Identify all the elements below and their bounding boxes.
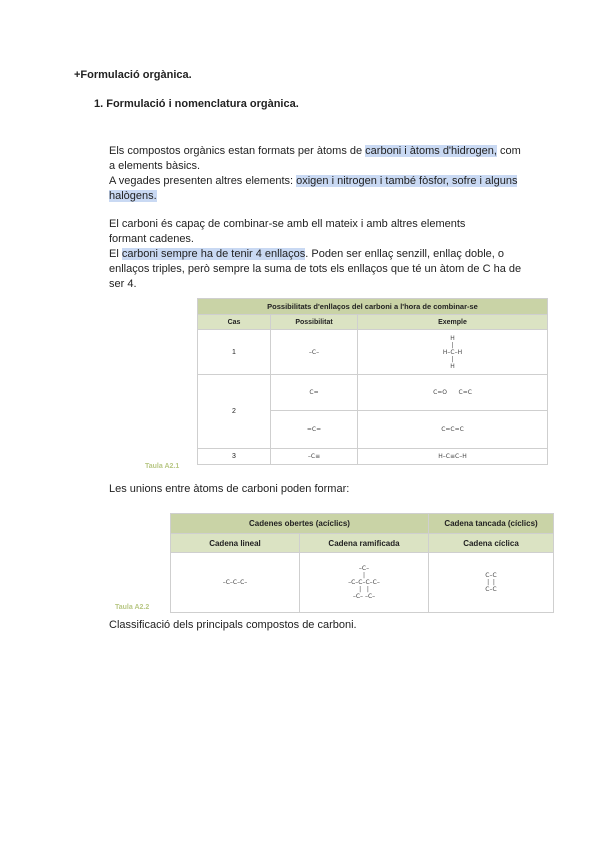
case-2: 2 [198,375,271,449]
possibility-double: C= [271,375,358,411]
possibility-cumulated: =C= [271,411,358,449]
example-double [358,375,548,411]
text-classificacio: Classificació dels principals compostos de carboni. [109,619,357,631]
branched-chain: –C– | –C–C–C–C– | | –C– –C– [300,553,429,613]
title-open-chains: Cadenes obertes (acíclics) [171,514,429,534]
cyclic-chain: C–C | | C–C [429,553,554,613]
title-closed-chain: Cadena tancada (cíclics) [429,514,554,534]
text: enllaços triples, però sempre la suma de tots els enllaços que té un àtom de C ha de [109,263,522,275]
case-1: 1 [198,330,271,375]
paragraph-compostos [109,144,521,204]
header-cyclic: Cadena cíclica [429,534,554,553]
text: Els compostos orgànics estan formats per àtoms de [109,145,366,157]
header-branched: Cadena ramificada [300,534,429,553]
branched-formula: –C–C–C–C– [348,579,380,586]
possibility-triple: –C≡ [271,449,358,465]
header-cas: Cas [198,315,271,330]
highlight: halògens. [109,190,157,202]
example-text: H–C–H [442,348,463,356]
table-title: Possibilitats d'enllaços del carboni a l'hora de combinar-se [198,299,548,315]
example-acetylene: H–C≡C–H [358,449,548,465]
text: com [496,145,521,157]
highlight: carboni i àtoms d'hidrogen, [365,145,497,157]
caption-taula-a22: Taula A2.2 [115,604,150,611]
text: . Poden ser enllaç senzill, enllaç doble, o [305,248,505,260]
possibility-single: –C– [271,330,358,375]
header-possibilitat: Possibilitat [271,315,358,330]
linear-chain: –C–C–C– [171,553,300,613]
heading-formulacio: +Formulació orgànica. [74,69,192,81]
cyclic-formula: C–C [485,572,497,579]
example-co: C=O [433,389,448,396]
text: A vegades presenten altres elements: [109,175,297,187]
caption-taula-a21: Taula A2.1 [145,463,180,470]
highlight: oxigen i nitrogen i també fòsfor, sofre i alguns [296,175,518,187]
header-linear: Cadena lineal [171,534,300,553]
case-3: 3 [198,449,271,465]
table-chain-types [170,513,554,613]
text: El [109,248,122,260]
text: El carboni és capaç de combinar-se amb ell mateix i amb altres elements [109,218,466,230]
paragraph-carboni [109,217,521,292]
header-exemple: Exemple [358,315,548,330]
table-carbon-bonds [197,298,548,465]
text: a elements bàsics. [109,160,201,172]
highlight: carboni sempre ha de tenir 4 enllaços [121,248,306,260]
example-methane: H | H–C–H | H [358,330,548,375]
heading-nomenclatura: 1. Formulació i nomenclatura orgànica. [94,98,299,110]
text: formant cadenes. [109,233,194,245]
example-allene: C=C=C [358,411,548,449]
text: ser 4. [109,278,137,290]
text-unions: Les unions entre àtoms de carboni poden formar: [109,483,350,495]
example-cc: C=C [458,389,472,396]
